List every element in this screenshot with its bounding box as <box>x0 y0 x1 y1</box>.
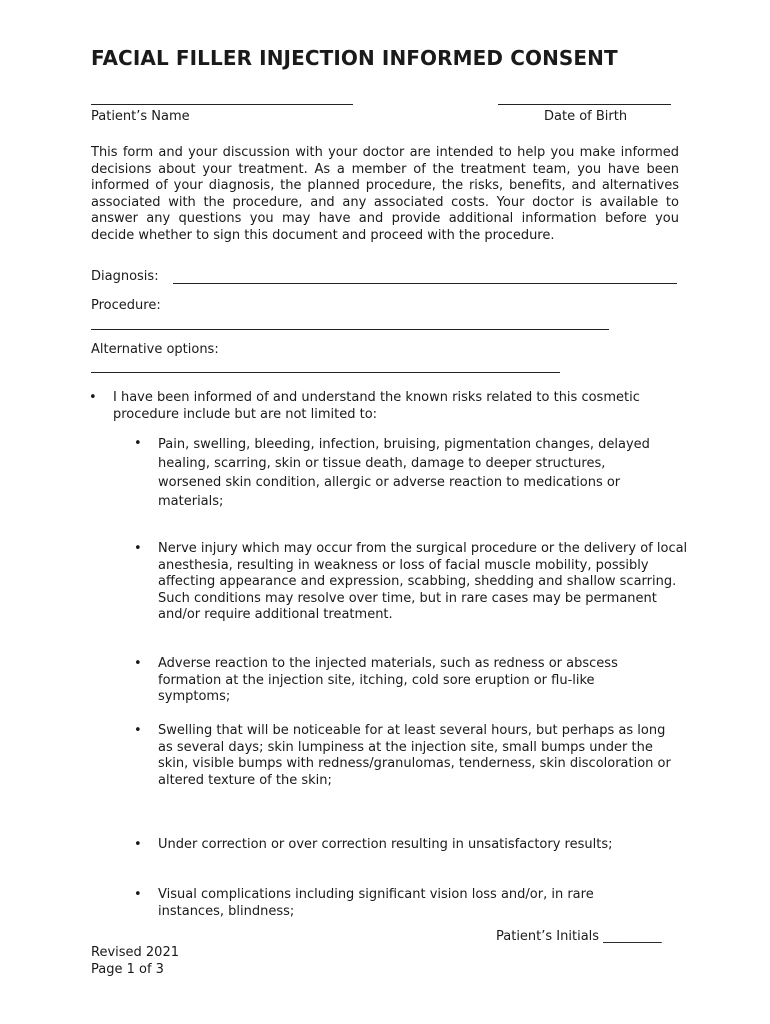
bullet-marker: • <box>89 390 97 405</box>
patient-name-label: Patient’s Name <box>91 109 190 124</box>
risk-item-adverse-reaction: Adverse reaction to the injected materials, such as redness or abscess formation at the injection site, itching, cold sore eruption or flu-like symptoms; <box>158 656 618 705</box>
bullet-marker: • <box>134 656 142 671</box>
date-of-birth-line[interactable] <box>498 104 671 105</box>
procedure-label: Procedure: <box>91 298 161 313</box>
diagnosis-line[interactable] <box>173 283 677 284</box>
patient-name-line[interactable] <box>91 104 353 105</box>
revision-note: Revised 2021 <box>91 945 179 960</box>
date-of-birth-label: Date of Birth <box>544 109 628 124</box>
risks-intro: I have been informed of and understand the known risks related to this cosmetic procedure include but are not limited to: <box>113 390 640 422</box>
risk-item-visual: Visual complications including significant vision loss and/or, in rare instances, blindness; <box>158 887 594 919</box>
risk-item-general: Pain, swelling, bleeding, infection, bruising, pigmentation changes, delayed healing, scarring, skin or tissue death, damage to deeper structures, worsened skin condition, allergic or adverse reaction to medications or materials; <box>158 437 650 509</box>
risk-item-correction: Under correction or over correction resulting in unsatisfactory results; <box>158 837 613 852</box>
procedure-line[interactable] <box>91 329 609 330</box>
document-title: FACIAL FILLER INJECTION INFORMED CONSENT <box>91 46 618 70</box>
diagnosis-label: Diagnosis: <box>91 269 159 284</box>
patient-initials-field[interactable]: Patient’s Initials _________ <box>496 929 662 944</box>
bullet-marker: • <box>134 837 142 852</box>
intro-paragraph: This form and your discussion with your doctor are intended to help you make informed decisions about your treatment. As a member of the treatment team, you have been informed of your diagnosis, the planned procedure, the risks, benefits, and alternatives associated with the procedure, and any associated costs. Your doctor is available to answer any questions you may have and provide additional information before you decide whether to sign this document and proceed with the procedure. <box>91 145 679 243</box>
page-number: Page 1 of 3 <box>91 962 164 977</box>
alternatives-line[interactable] <box>91 372 560 373</box>
bullet-marker: • <box>134 436 142 451</box>
bullet-marker: • <box>134 887 142 902</box>
alternatives-label: Alternative options: <box>91 342 219 357</box>
risk-item-nerve-injury: Nerve injury which may occur from the surgical procedure or the delivery of local anesthesia, resulting in weakness or loss of facial muscle mobility, possibly affecting appearance and expression, scabbing, shedding and shallow scarring. Such conditions may resolve over time, but in rare cases may be permanent and/or require additional treatment. <box>158 541 688 623</box>
bullet-marker: • <box>134 541 142 556</box>
risk-item-swelling: Swelling that will be noticeable for at least several hours, but perhaps as long as several days; skin lumpiness at the injection site, small bumps under the skin, visible bumps with redness/granulomas, tenderness, skin discoloration or altered texture of the skin; <box>158 723 671 788</box>
bullet-marker: • <box>134 723 142 738</box>
